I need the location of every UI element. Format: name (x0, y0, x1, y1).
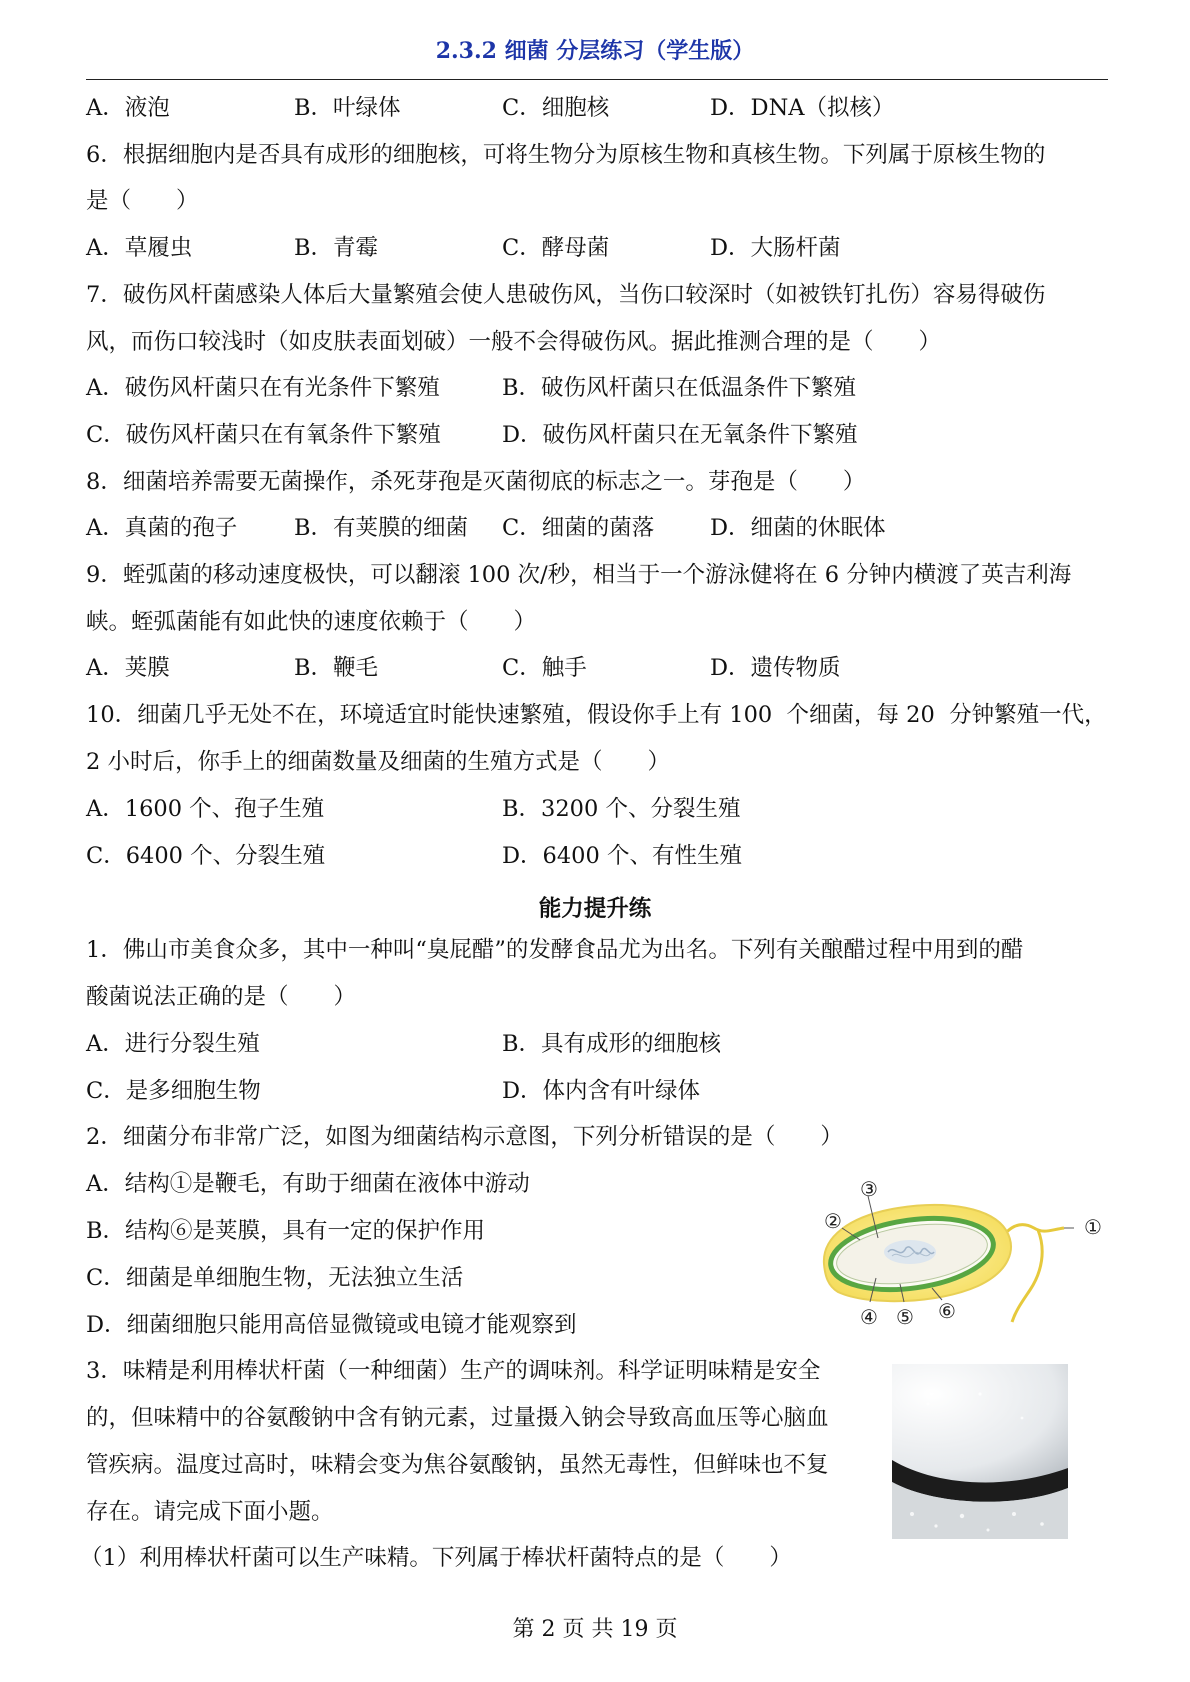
q8-option-d: D．细菌的休眠体 (710, 515, 886, 541)
p3-stem-line-3: 管疾病。温度过高时，味精会变为焦谷氨酸钠，虽然无毒性，但鲜味也不复 (86, 1452, 829, 1478)
q9-stem-line-2: 峡。蛭弧菌能有如此快的速度依赖于（ ） (86, 609, 537, 635)
q9-stem-line-1: 9．蛭弧菌的移动速度极快，可以翻滚 100 次/秒，相当于一个游泳健将在 6 分钟内横渡了英吉利海 (86, 562, 1072, 588)
page-header-title: 2.3.2 细菌 分层练习（学生版） (435, 38, 755, 64)
p2-option-c: C．细菌是单细胞生物，无法独立生活 (86, 1265, 464, 1291)
p2-option-b: B．结构⑥是荚膜，具有一定的保护作用 (86, 1218, 486, 1244)
p1-option-c: C．是多细胞生物 (86, 1078, 261, 1104)
q9-option-b: B．鞭毛 (294, 655, 379, 681)
q7-option-c: C．破伤风杆菌只在有氧条件下繁殖 (86, 422, 441, 448)
p2-stem-line-1: 2．细菌分布非常广泛，如图为细菌结构示意图，下列分析错误的是（ ） (86, 1124, 843, 1150)
q7-stem-line-1: 7．破伤风杆菌感染人体后大量繁殖会使人患破伤风，当伤口较深时（如被铁钉扎伤）容易得破伤 (86, 282, 1046, 308)
q7-option-b: B．破伤风杆菌只在低温条件下繁殖 (502, 375, 857, 401)
p3-stem-line-1: 3．味精是利用棒状杆菌（一种细菌）生产的调味剂。科学证明味精是安全 (86, 1358, 821, 1384)
q9-option-d: D．遗传物质 (710, 655, 841, 681)
q5-option-d: D．DNA（拟核） (710, 95, 895, 121)
q6-option-c: C．酵母菌 (502, 235, 610, 261)
q9-option-a: A．荚膜 (86, 655, 170, 681)
q7-stem-line-2: 风，而伤口较浅时（如皮肤表面划破）一般不会得破伤风。据此推测合理的是（ ） (86, 329, 942, 355)
bacteria-structure-diagram (808, 1168, 1108, 1340)
q10-option-b: B．3200 个、分裂生殖 (502, 796, 741, 822)
q5-option-c: C．细胞核 (502, 95, 610, 121)
label-4: ④ (860, 1305, 878, 1329)
q6-stem-line-1: 6．根据细胞内是否具有成形的细胞核，可将生物分为原核生物和真核生物。下列属于原核生物的 (86, 142, 1046, 168)
q8-option-a: A．真菌的孢子 (86, 515, 238, 541)
header-divider (86, 79, 1108, 80)
q10-option-a: A．1600 个、孢子生殖 (86, 796, 325, 822)
p1-stem-line-1: 1．佛山市美食众多，其中一种叫“臭屁醋”的发酵食品尤为出名。下列有关酿醋过程中用到的醋 (86, 937, 1024, 963)
p1-option-d: D．体内含有叶绿体 (502, 1078, 701, 1104)
p3-stem-line-2: 的，但味精中的谷氨酸钠中含有钠元素，过量摄入钠会导致高血压等心脑血 (86, 1405, 829, 1431)
q7-option-d: D．破伤风杆菌只在无氧条件下繁殖 (502, 422, 858, 448)
q7-option-a: A．破伤风杆菌只在有光条件下繁殖 (86, 375, 440, 401)
p3-subquestion-1: （1）利用棒状杆菌可以生产味精。下列属于棒状杆菌特点的是（ ） (80, 1545, 792, 1571)
q9-option-c: C．触手 (502, 655, 587, 681)
q8-stem-line-1: 8．细菌培养需要无菌操作，杀死芽孢是灭菌彻底的标志之一。芽孢是（ ） (86, 469, 866, 495)
q5-option-b: B．叶绿体 (294, 95, 401, 121)
p1-stem-line-2: 酸菌说法正确的是（ ） (86, 984, 357, 1010)
q10-stem-line-2: 2 小时后，你手上的细菌数量及细菌的生殖方式是（ ） (86, 749, 670, 775)
p1-option-a: A．进行分裂生殖 (86, 1031, 260, 1057)
q10-option-d: D．6400 个、有性生殖 (502, 843, 742, 869)
label-2: ② (824, 1209, 842, 1233)
q6-option-d: D．大肠杆菌 (710, 235, 841, 261)
q10-option-c: C．6400 个、分裂生殖 (86, 843, 326, 869)
section-title: 能力提升练 (538, 896, 652, 922)
p2-option-a: A．结构①是鞭毛，有助于细菌在液体中游动 (86, 1171, 530, 1197)
q6-option-a: A．草履虫 (86, 235, 193, 261)
p2-option-d: D．细菌细胞只能用高倍显微镜或电镜才能观察到 (86, 1312, 577, 1338)
q8-option-b: B．有荚膜的细菌 (294, 515, 469, 541)
q8-option-c: C．细菌的菌落 (502, 515, 655, 541)
label-6: ⑥ (938, 1299, 956, 1323)
q10-stem-line-1: 10．细菌几乎无处不在，环境适宜时能快速繁殖，假设你手上有 100 个细菌，每 20 分钟繁殖一代， (86, 702, 1107, 728)
p1-option-b: B．具有成形的细胞核 (502, 1031, 722, 1057)
label-5: ⑤ (896, 1305, 914, 1329)
q6-option-b: B．青霉 (294, 235, 379, 261)
q6-stem-line-2: 是（ ） (86, 188, 199, 214)
label-3: ③ (860, 1177, 878, 1201)
q5-option-a: A．液泡 (86, 95, 170, 121)
msg-crystals-photo (892, 1364, 1068, 1539)
dna-nucleoid-shape (884, 1240, 936, 1264)
page-footer: 第 2 页 共 19 页 (512, 1617, 678, 1642)
label-1: ① (1084, 1215, 1102, 1239)
p3-stem-line-4: 存在。请完成下面小题。 (86, 1499, 334, 1525)
